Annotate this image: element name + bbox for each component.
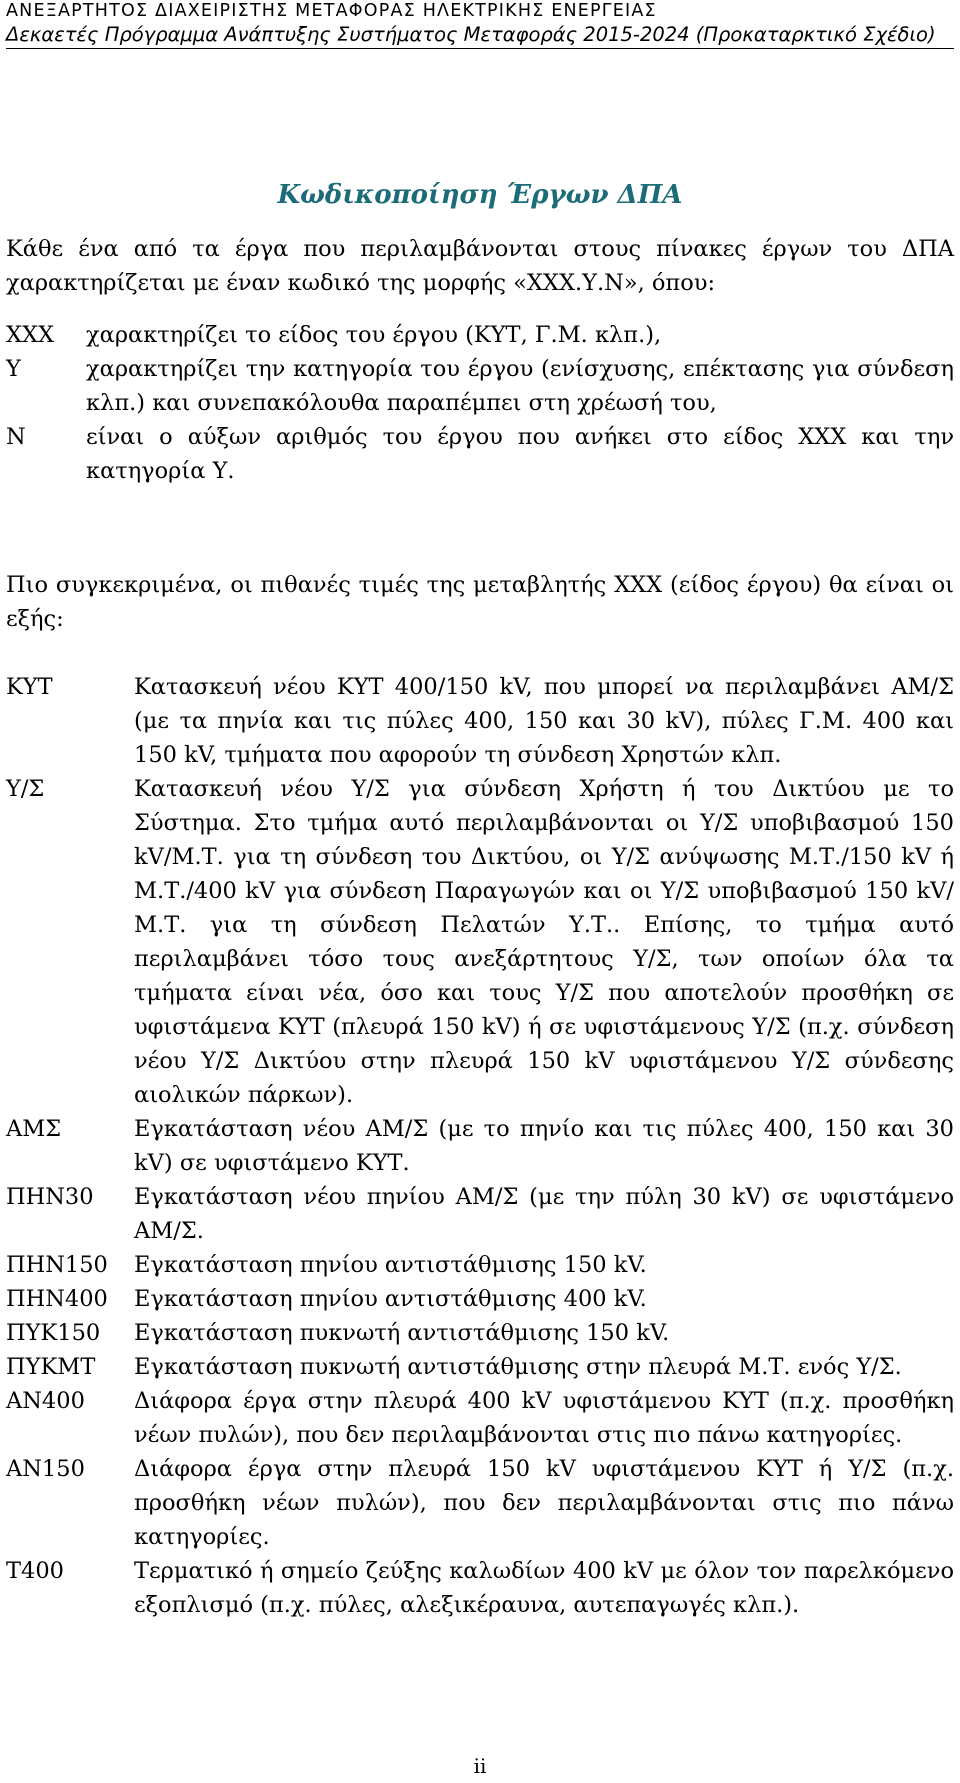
project-type-desc: Εγκατάσταση νέου πηνίου ΑΜ/Σ (με την πύλη 30 kV) σε υφιστάμενο ΑΜ/Σ. bbox=[134, 1184, 954, 1244]
code-part-term: Ν bbox=[6, 424, 26, 450]
project-type-code: ΠΗΝ400 bbox=[6, 1286, 108, 1312]
code-part-desc: χαρακτηρίζει την κατηγορία του έργου (ενίσχυσης, επέκτασης για σύνδεση κλπ.) και συνεπακόλουθα παραπέμπει στη χρέωσή του, bbox=[86, 356, 954, 416]
code-parts-list bbox=[6, 318, 954, 488]
values-intro-paragraph: Πιο συγκεκριμένα, οι πιθανές τιμές της μεταβλητής ΧΧΧ (είδος έργου) θα είναι οι εξής: bbox=[6, 572, 954, 632]
project-type-row bbox=[6, 772, 954, 1112]
code-part-desc: χαρακτηρίζει το είδος του έργου (ΚΥΤ, Γ.Μ. κλπ.), bbox=[86, 322, 662, 348]
project-type-desc: Κατασκευή νέου Υ/Σ για σύνδεση Χρήστη ή του Δικτύου με το Σύστημα. Στο τμήμα αυτό περιλαμβάνονται οι Υ/Σ υποβιβασμού 150 kV/Μ.Τ. για τη σύνδεση του Δικτύου, οι Υ/Σ ανύψωσης Μ.Τ./150 kV ή Μ.Τ./400 kV για σύνδεση Παραγωγών και οι Υ/Σ υποβιβασμού 150 kV/Μ.Τ. για τη σύνδεση Πελατών Υ.Τ.. Επίσης, το τμήμα αυτό περιλαμβάνει τόσο τους ανεξάρτητους Υ/Σ, των οποίων όλα τα τμήματα είναι νέα, όσο και τους Υ/Σ που αποτελούν προσθήκη σε υφιστάμενα ΚΥΤ (πλευρά 150 kV) ή σε υφιστάμενους Υ/Σ (π.χ. σύνδεση νέου Υ/Σ Δικτύου στην πλευρά 150 kV υφιστάμενου Υ/Σ σύνδεσης αιολικών πάρκων). bbox=[134, 776, 954, 1108]
code-part-desc: είναι ο αύξων αριθμός του έργου που ανήκει στο είδος ΧΧΧ και την κατηγορία Υ. bbox=[86, 424, 954, 484]
project-type-code: Τ400 bbox=[6, 1558, 64, 1584]
project-type-row bbox=[6, 1316, 954, 1350]
project-type-desc: Τερματικό ή σημείο ζεύξης καλωδίων 400 kV με όλον τον παρελκόμενο εξοπλισμό (π.χ. πύλες, αλεξικέραυνα, αυτεπαγωγές κλπ.). bbox=[134, 1558, 954, 1618]
project-type-desc: Διάφορα έργα στην πλευρά 400 kV υφιστάμενου ΚΥΤ (π.χ. προσθήκη νέων πυλών), που δεν περιλαμβάνονται στις πιο πάνω κατηγορίες. bbox=[134, 1388, 954, 1448]
project-type-code: ΠΥΚ150 bbox=[6, 1320, 101, 1346]
project-type-code: ΠΥΚΜΤ bbox=[6, 1354, 96, 1380]
project-type-row bbox=[6, 1112, 954, 1180]
page-header bbox=[6, 0, 954, 49]
project-type-code: ΚΥΤ bbox=[6, 674, 53, 700]
code-part-term: ΧΧΧ bbox=[6, 322, 55, 348]
project-type-row bbox=[6, 1180, 954, 1248]
code-part-row bbox=[6, 318, 954, 352]
code-part-row bbox=[6, 352, 954, 420]
project-type-code: ΑΝ400 bbox=[6, 1388, 85, 1414]
project-type-row bbox=[6, 1350, 954, 1384]
project-type-desc: Εγκατάσταση πηνίου αντιστάθμισης 400 kV. bbox=[134, 1286, 647, 1312]
project-type-row bbox=[6, 1384, 954, 1452]
project-type-desc: Εγκατάσταση πηνίου αντιστάθμισης 150 kV. bbox=[134, 1252, 647, 1278]
intro-paragraph: Κάθε ένα από τα έργα που περιλαμβάνονται στους πίνακες έργων του ΔΠΑ χαρακτηρίζεται με έναν κωδικό της μορφής «ΧΧΧ.Υ.Ν», όπου: bbox=[6, 236, 954, 296]
header-document-title: Δεκαετές Πρόγραμμα Ανάπτυξης Συστήματος Μεταφοράς 2015-2024 (Προκαταρκτικό Σχέδιο) bbox=[6, 23, 936, 46]
project-type-desc: Κατασκευή νέου ΚΥΤ 400/150 kV, που μπορεί να περιλαμβάνει ΑΜ/Σ (με τα πηνία και τις πύλες 400, 150 και 30 kV), πύλες Γ.Μ. 400 και 150 kV, τμήματα που αφορούν τη σύνδεση Χρηστών κλπ. bbox=[134, 674, 954, 768]
project-type-desc: Εγκατάσταση νέου ΑΜ/Σ (με το πηνίο και τις πύλες 400, 150 και 30 kV) σε υφιστάμενο ΚΥΤ. bbox=[134, 1116, 954, 1176]
project-type-code: ΑΜΣ bbox=[6, 1116, 62, 1142]
project-type-row bbox=[6, 1282, 954, 1316]
project-type-desc: Διάφορα έργα στην πλευρά 150 kV υφιστάμενου ΚΥΤ ή Υ/Σ (π.χ. προσθήκη νέων πυλών), που δεν περιλαμβάνονται στις πιο πάνω κατηγορίες. bbox=[134, 1456, 954, 1550]
code-part-term: Υ bbox=[6, 356, 21, 382]
project-type-desc: Εγκατάσταση πυκνωτή αντιστάθμισης στην πλευρά Μ.Τ. ενός Υ/Σ. bbox=[134, 1354, 902, 1380]
header-organization: ΑΝΕΞΑΡΤΗΤΟΣ ΔΙΑΧΕΙΡΙΣΤΗΣ ΜΕΤΑΦΟΡΑΣ ΗΛΕΚΤΡΙΚΗΣ ΕΝΕΡΓΕΙΑΣ bbox=[6, 1, 657, 21]
project-type-code: ΑΝ150 bbox=[6, 1456, 85, 1482]
project-type-row bbox=[6, 670, 954, 772]
project-type-row bbox=[6, 1248, 954, 1282]
project-type-code: ΠΗΝ150 bbox=[6, 1252, 108, 1278]
code-part-row bbox=[6, 420, 954, 488]
project-type-code: ΠΗΝ30 bbox=[6, 1184, 94, 1210]
project-type-desc: Εγκατάσταση πυκνωτή αντιστάθμισης 150 kV. bbox=[134, 1320, 670, 1346]
project-type-row bbox=[6, 1452, 954, 1554]
project-types-list bbox=[6, 670, 954, 1622]
page-number: ii bbox=[473, 1754, 487, 1778]
project-type-code: Υ/Σ bbox=[6, 776, 45, 802]
project-type-row bbox=[6, 1554, 954, 1622]
section-title: Κωδικοποίηση Έργων ΔΠΑ bbox=[277, 180, 683, 210]
